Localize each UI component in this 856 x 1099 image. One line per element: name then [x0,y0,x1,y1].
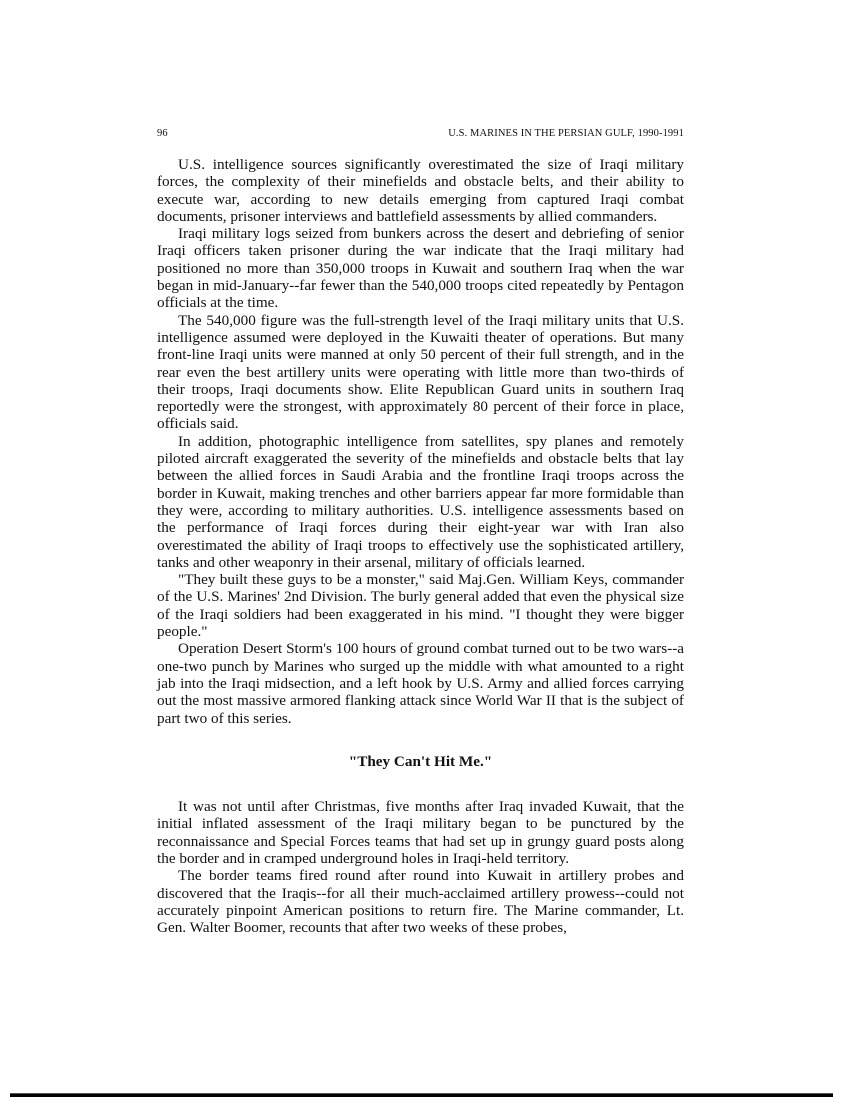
running-header [157,128,684,142]
page-number: 96 [157,128,168,139]
paragraph: U.S. intelligence sources significantly overestimated the size of Iraqi military forces, the complexity of their minefields and obstacle belts, and their ability to execute war, according to new details emerging from captured Iraqi combat documents, prisoner interviews and battlefield assessments by allied commanders. [157,156,684,225]
running-title: U.S. MARINES IN THE PERSIAN GULF, 1990-1991 [448,128,684,139]
paragraph: Iraqi military logs seized from bunkers across the desert and debriefing of senior Iraqi officers taken prisoner during the war indicate that the Iraqi military had positioned no more than 350,000 troops in Kuwait and southern Iraq when the war began in mid-January--far fewer than the 540,000 troops cited repeatedly by Pentagon officials at the time. [157,225,684,312]
paragraph: "They built these guys to be a monster," said Maj.Gen. William Keys, commander of the U.S. Marines' 2nd Division. The burly general added that even the physical size of the Iraqi soldiers had been exaggerated in his mind. "I thought they were bigger people." [157,571,684,641]
paragraph: In addition, photographic intelligence from satellites, spy planes and remotely piloted aircraft exaggerated the severity of the minefields and obstacle belts that lay between the allied forces in Saudi Arabia and the frontline Iraqi troops across the border in Kuwait, making trenches and other barriers appear far more formidable than they were, according to military authorities. U.S. intelligence assessments based on the performance of Iraqi forces during their eight-year war with Iran also overestimated the ability of Iraqi troops to effectively use the sophisticated artillery, tanks and other weaponry in their arsenal, military of officials learned. [157,432,684,571]
paragraph: The border teams fired round after round into Kuwait in artillery probes and discovered that the Iraqis--for all their much-acclaimed artillery prowess--could not accurately pinpoint American positions to return fire. The Marine commander, Lt. Gen. Walter Boomer, recounts that after two weeks of these probes, [157,867,684,937]
page-bottom-rule [10,1093,833,1097]
paragraph: Operation Desert Storm's 100 hours of ground combat turned out to be two wars--a one-two punch by Marines who surged up the middle with what amounted to a right jab into the Iraqi midsection, and a left hook by U.S. Army and allied forces carrying out the most massive armored flanking attack since World War II that is the subject of part two of this series. [157,640,684,727]
section-subheading: "They Can't Hit Me." [348,752,493,770]
paragraph: The 540,000 figure was the full-strength level of the Iraqi military units that U.S. intelligence assumed were deployed in the Kuwaiti theater of operations. But many front-line Iraqi units were manned at only 50 percent of their full strength, and in the rear even the best artillery units were operating with little more than two-thirds of their troops, Iraqi documents show. Elite Republican Guard units in southern Iraq reportedly were the strongest, with approximately 80 percent of their force in place, officials said. [157,311,684,433]
body-text [157,156,684,936]
paragraph: It was not until after Christmas, five months after Iraq invaded Kuwait, that the initial inflated assessment of the Iraqi military began to be punctured by the reconnaissance and Special Forces teams that had set up in grungy guard posts along the border and in cramped underground holes in Iraqi-held territory. [157,798,684,867]
